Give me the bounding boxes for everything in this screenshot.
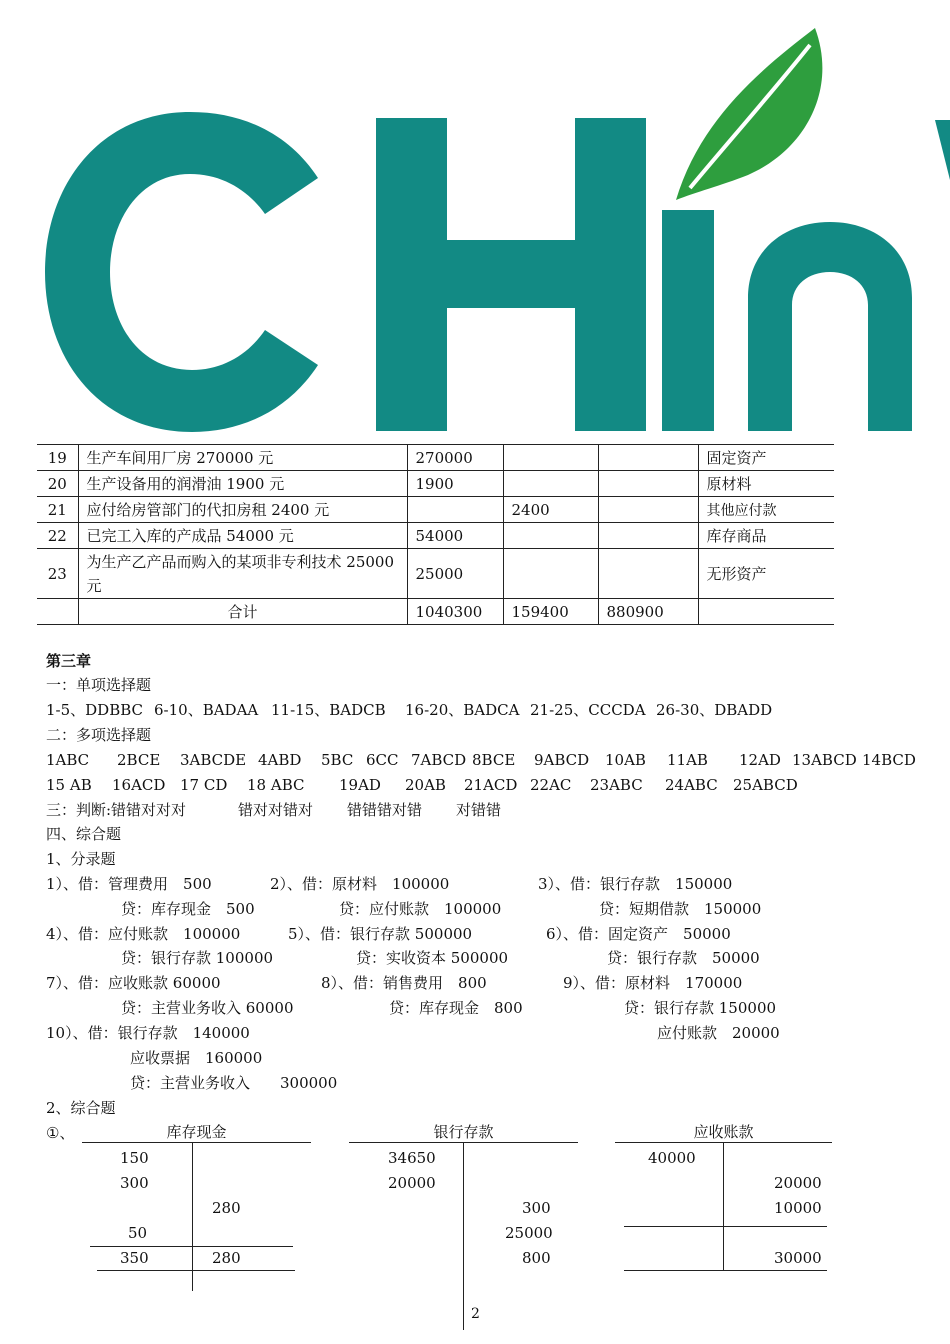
- multi-choice-answer: 15 AB: [46, 776, 92, 794]
- total-col2: 159400: [503, 599, 598, 625]
- debit-amount: 50: [128, 1224, 148, 1242]
- row-number: 20: [37, 471, 78, 497]
- credit-amount: 20000: [774, 1174, 822, 1192]
- row-description: 生产车间用厂房 270000 元: [78, 445, 407, 471]
- multi-choice-answer: 21ACD: [464, 776, 518, 794]
- multi-choice-answer: 24ABC: [665, 776, 718, 794]
- chin-logo: [0, 0, 950, 440]
- debit-amount: 34650: [388, 1149, 436, 1167]
- multi-choice-answer: 18 ABC: [247, 776, 305, 794]
- judgement-answer: 错对对错对: [238, 801, 314, 819]
- row-col1: 54000: [407, 523, 503, 549]
- journal-entry: 7）、借：应收账款 60000: [46, 974, 221, 992]
- multi-choice-answer: 8BCE: [472, 751, 516, 769]
- section-single-choice-title: 一：单项选择题: [46, 676, 152, 694]
- multi-choice-answer: 25ABCD: [733, 776, 798, 794]
- multi-choice-answer: 22AC: [530, 776, 572, 794]
- logo-letter-c: [45, 112, 318, 432]
- row-number: 19: [37, 445, 78, 471]
- multi-choice-answer: 1ABC: [46, 751, 90, 769]
- table-row: [37, 445, 834, 471]
- multi-choice-answer: 9ABCD: [534, 751, 590, 769]
- row-number: 23: [37, 549, 78, 599]
- table-total-row: [37, 599, 834, 625]
- journal-entry: 贷：实收资本 500000: [356, 949, 509, 967]
- row-col1: [407, 497, 503, 523]
- row-col3: [598, 445, 698, 471]
- row-col3: [598, 549, 698, 599]
- credit-amount: 280: [212, 1199, 241, 1217]
- row-description: 为生产乙产品而购入的某项非专利技术 25000 元: [78, 549, 407, 599]
- journal-entry: 贷：应付账款 100000: [339, 900, 502, 918]
- debit-amount: 300: [120, 1174, 149, 1192]
- journal-entry: 9）、借：原材料 170000: [563, 974, 743, 992]
- row-col2: [503, 523, 598, 549]
- credit-amount: 10000: [774, 1199, 822, 1217]
- journal-entry: 贷：库存现金 800: [389, 999, 523, 1017]
- journal-entry: 贷：主营业务收入 300000: [130, 1074, 338, 1092]
- multi-choice-answer: 11AB: [667, 751, 708, 769]
- multi-choice-answer: 7ABCD: [411, 751, 467, 769]
- judgement-answer: 错错错对错: [347, 801, 423, 819]
- table-row: [37, 471, 834, 497]
- journal-entry: 6）、借：固定资产 50000: [546, 925, 731, 943]
- journal-entry: 10）、借：银行存款 140000: [46, 1024, 250, 1042]
- total-col3: 880900: [598, 599, 698, 625]
- debit-amount: 20000: [388, 1174, 436, 1192]
- item-marker: ①、: [46, 1124, 75, 1142]
- journal-entry: 贷：库存现金 500: [121, 900, 255, 918]
- journal-entry: 4）、借：应付账款 100000: [46, 925, 241, 943]
- journal-entry: 应付账款 20000: [657, 1024, 780, 1042]
- debit-amount: 40000: [648, 1149, 696, 1167]
- row-account: 原材料: [698, 471, 834, 497]
- table-row: [37, 523, 834, 549]
- table-row: [37, 497, 834, 523]
- logo-letter-h-bar: [440, 240, 580, 308]
- journal-entry: 贷：银行存款 100000: [121, 949, 274, 967]
- row-col2: [503, 445, 598, 471]
- multi-choice-answer: 5BC: [321, 751, 354, 769]
- comprehensive-title: 2、综合题: [46, 1099, 116, 1117]
- single-choice-answer: 11-15、BADCB: [271, 701, 386, 719]
- row-col3: [598, 471, 698, 497]
- row-col1: 1900: [407, 471, 503, 497]
- multi-choice-answer: 13ABCD: [792, 751, 857, 769]
- journal-entry: 贷：银行存款 150000: [624, 999, 777, 1017]
- journal-entry: 2）、借：原材料 100000: [270, 875, 450, 893]
- t-account-title: 应收账款: [693, 1123, 754, 1141]
- section-multi-choice-title: 二：多项选择题: [46, 726, 152, 744]
- table-row: [37, 549, 834, 599]
- row-description: 生产设备用的润滑油 1900 元: [78, 471, 407, 497]
- journal-entry: 贷：银行存款 50000: [607, 949, 760, 967]
- multi-choice-answer: 10AB: [605, 751, 646, 769]
- row-account: 固定资产: [698, 445, 834, 471]
- row-col2: 2400: [503, 497, 598, 523]
- journal-entry: 贷：主营业务收入 60000: [121, 999, 294, 1017]
- row-description: 已完工入库的产成品 54000 元: [78, 523, 407, 549]
- journal-entry: 8）、借：销售费用 800: [321, 974, 487, 992]
- account-table: [37, 444, 834, 625]
- logo-letter-partial: [935, 120, 950, 180]
- journal-entry: 贷：短期借款 150000: [599, 900, 762, 918]
- journal-entry: 5）、借：银行存款 500000: [288, 925, 473, 943]
- debit-amount: 150: [120, 1149, 149, 1167]
- total-col1: 1040300: [407, 599, 503, 625]
- row-col2: [503, 549, 598, 599]
- multi-choice-answer: 17 CD: [180, 776, 228, 794]
- multi-choice-answer: 4ABD: [258, 751, 302, 769]
- row-account: 无形资产: [698, 549, 834, 599]
- row-col2: [503, 471, 598, 497]
- multi-choice-answer: 12AD: [739, 751, 781, 769]
- debit-total: 350: [120, 1249, 149, 1267]
- journal-entries-title: 1、分录题: [46, 850, 116, 868]
- logo-letter-h-left: [376, 118, 447, 431]
- credit-amount: 300: [522, 1199, 551, 1217]
- section-comprehensive-title: 四、综合题: [46, 825, 122, 843]
- multi-choice-answer: 20AB: [405, 776, 446, 794]
- multi-choice-answer: 16ACD: [112, 776, 166, 794]
- multi-choice-answer: 23ABC: [590, 776, 643, 794]
- credit-amount: 800: [522, 1249, 551, 1267]
- single-choice-answer: 1-5、DDBBC: [46, 701, 144, 719]
- chapter-title: 第三章: [46, 652, 92, 670]
- single-choice-answer: 21-25、CCCDA: [530, 701, 646, 719]
- single-choice-answer: 16-20、BADCA: [405, 701, 520, 719]
- single-choice-answer: 26-30、DBADD: [656, 701, 773, 719]
- row-number: 22: [37, 523, 78, 549]
- row-col3: [598, 497, 698, 523]
- credit-amount: 25000: [505, 1224, 553, 1242]
- credit-balance: 30000: [774, 1249, 822, 1267]
- logo-letter-h-right: [575, 118, 646, 431]
- multi-choice-answer: 14BCD: [862, 751, 916, 769]
- multi-choice-answer: 6CC: [366, 751, 399, 769]
- logo-letter-i: [662, 210, 714, 431]
- t-account-title: 库存现金: [166, 1123, 227, 1141]
- row-col1: 25000: [407, 549, 503, 599]
- multi-choice-answer: 2BCE: [117, 751, 161, 769]
- judgement-answer: 对错错: [456, 801, 502, 819]
- journal-entry: 1）、借：管理费用 500: [46, 875, 212, 893]
- section-judgement: 三：判断:错错对对对: [46, 801, 187, 819]
- multi-choice-answer: 3ABCDE: [180, 751, 247, 769]
- credit-total: 280: [212, 1249, 241, 1267]
- total-label: 合计: [78, 599, 407, 625]
- row-col3: [598, 523, 698, 549]
- journal-entry: 3）、借：银行存款 150000: [538, 875, 733, 893]
- logo-letter-n: [748, 222, 912, 431]
- row-col1: 270000: [407, 445, 503, 471]
- single-choice-answer: 6-10、BADAA: [154, 701, 259, 719]
- multi-choice-answer: 19AD: [339, 776, 381, 794]
- row-number: 21: [37, 497, 78, 523]
- journal-entry: 应收票据 160000: [130, 1049, 263, 1067]
- t-account-title: 银行存款: [433, 1123, 494, 1141]
- page-number: 2: [471, 1306, 480, 1322]
- row-account: 库存商品: [698, 523, 834, 549]
- row-description: 应付给房管部门的代扣房租 2400 元: [78, 497, 407, 523]
- row-account: 其他应付款: [698, 497, 834, 523]
